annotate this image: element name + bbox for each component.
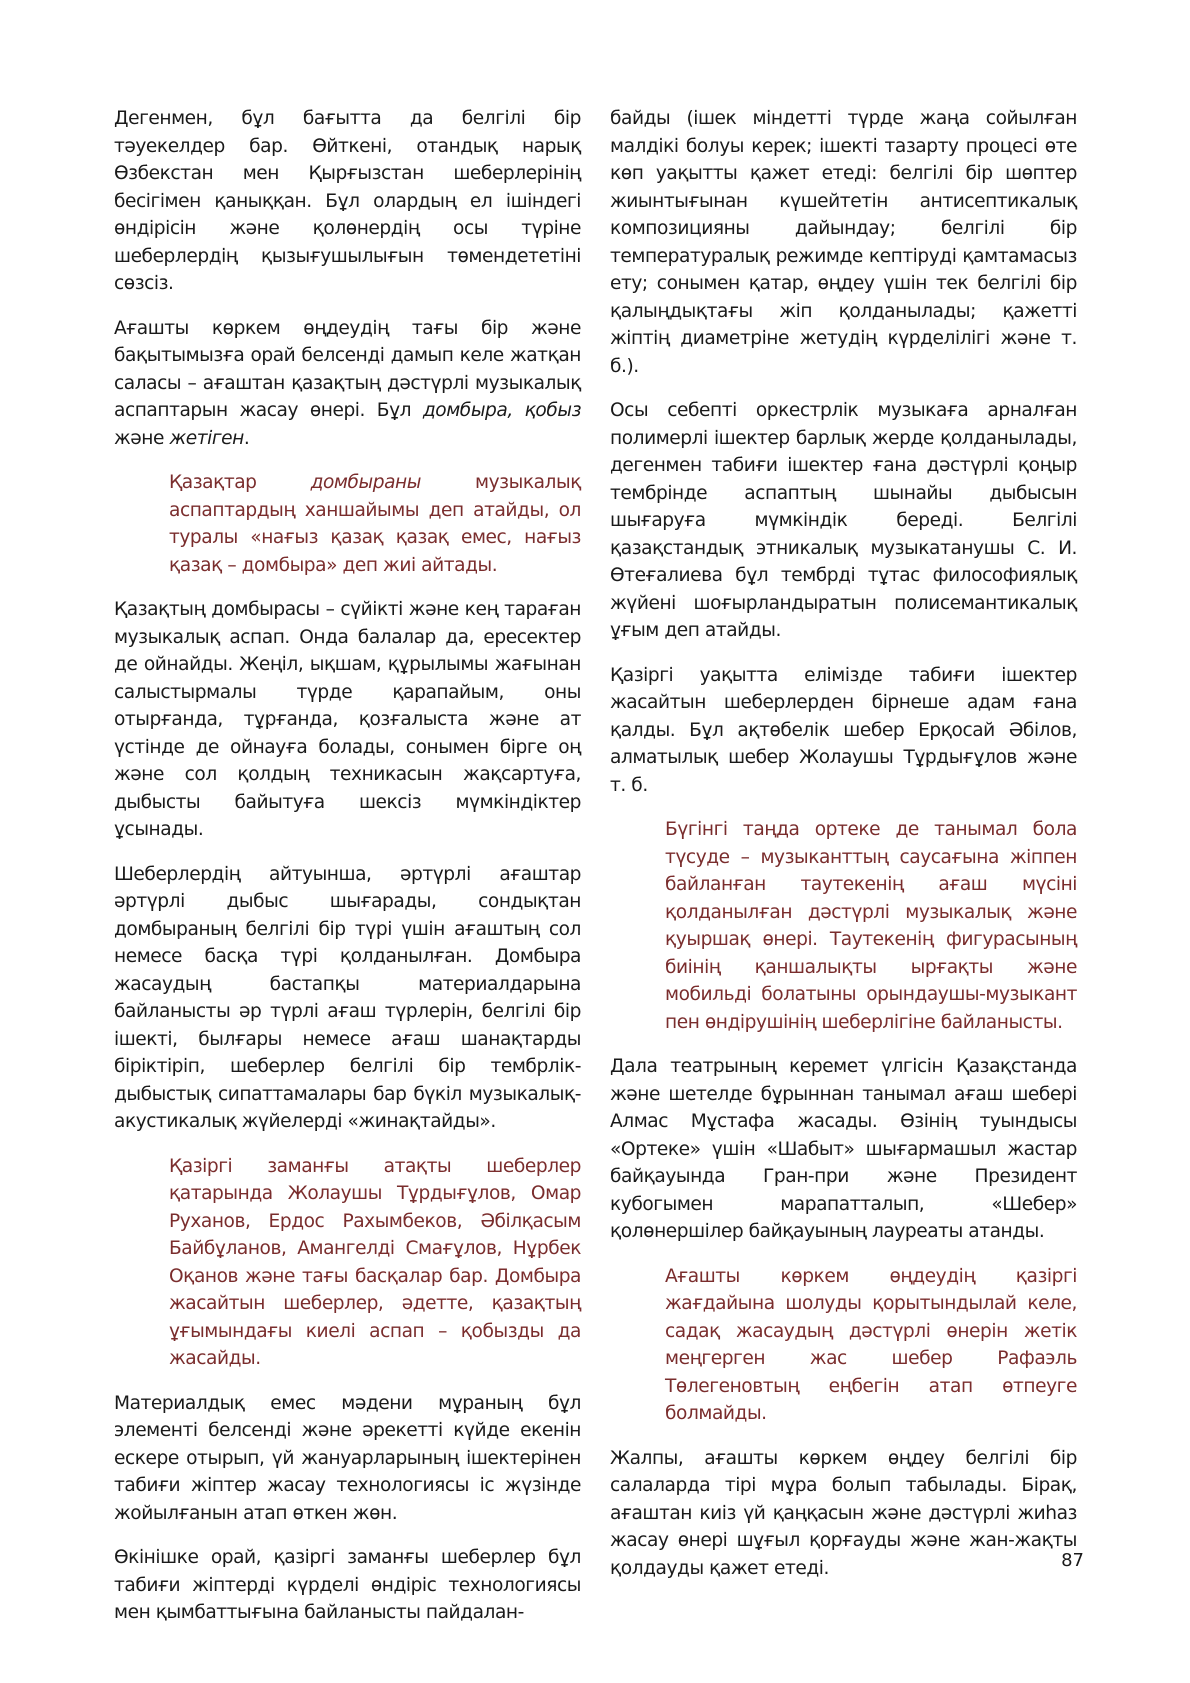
highlight-quote: Ағашты көркем өңдеудің қазіргі жағдайына шолуды қорытындылай келе, садақ жасаудың дәстүрлі өнерін жетік меңгерген жас шебер Рафаэль Төлегеновтың еңбегін атап өтпеуге болмайды.	[665, 1265, 1077, 1424]
quote-text: музыкалық аспаптардың ханшайымы деп атайды, ол туралы «нағыз қазақ қазақ емес, нағыз қазақ – домбыра» деп жиі айтады.	[169, 472, 581, 576]
paragraph: Шеберлердің айтуынша, әртүрлі ағаштар әртүрлі дыбыс шығарады, сондықтан домбыраның белгілі бір түрі үшін ағаштың сол немесе басқа түрі қолданылған. Домбыра жасаудың бастапқы материалдарына байланысты әр түрлі ағаш түрлерін, белгілі бір ішекті, былғары немесе ағаш шанақтарды біріктіріп, шеберлер белгілі бір тембрлік-дыбыстық сипаттамалары бар бүкіл музыкалық-акустикалық жүйелерді «жинақтайды».	[114, 863, 581, 1132]
italic-term: жетіген	[169, 427, 244, 449]
page-number: 87	[1061, 1550, 1084, 1571]
italic-term: домбыраны	[310, 472, 421, 493]
paragraph: Қазіргі уақытта елімізде табиғи ішектер жасайтын шеберлерден бірнеше адам ғана қалды. Бұл ақтөбелік шебер Ерқосай Әбілов, алматылық шебер Жолаушы Тұрдығұлов және т. б.	[610, 664, 1077, 796]
paragraph-text: Ағашты көркем өңдеудің тағы бір және бақытымызға орай белсенді дамып келе жатқан саласы – ағаштан қазақтың дәстүрлі музыкалық аспаптарын жасау өнері. Бұл	[114, 317, 581, 421]
left-column	[114, 105, 581, 1644]
paragraph: Материалдық емес мәдени мұраның бұл элементі белсенді және әрекетті күйде екенін ескере отырып, үй жануарларының ішектерінен табиғи жіптер жасау технологиясы іс жүзінде жойылғанын атап өткен жөн.	[114, 1392, 581, 1524]
italic-term: домбыра, қобыз	[422, 400, 582, 421]
highlight-quote: Бүгінгі таңда ортеке де танымал бола түсуде – музыканттың саусағына жіппен байланған таутекенің ағаш мүсіні қолданылған дәстүрлі музыкалық және қуыршақ өнері. Таутекенің фигурасының биінің қаншалықты ырғақты және мобильді болатыны орындаушы-музыкант пен өндірушінің шеберлігіне байланысты.	[665, 819, 1077, 1033]
paragraph: Жалпы, ағашты көркем өңдеу белгілі бір салаларда тірі мұра болып табылады. Бірақ, ағаштан киіз үй қаңқасын және дәстүрлі жиһаз жасау өнері шұғыл қорғауды және жан-жақты қолдауды қажет етеді.	[610, 1447, 1077, 1579]
right-column	[610, 105, 1077, 1599]
paragraph: Қазақтың домбырасы – сүйікті және кең тараған музыкалық аспап. Онда балалар да, ересектер де ойнайды. Жеңіл, ықшам, құрылымы жағынан салыстырмалы түрде қарапайым, оны отырғанда, тұрғанда, қозғалыста және ат үстінде де ойнауға болады, сонымен бірге оң және сол қолдың техникасын жақсартуға, дыбысты байытуға шексіз мүмкіндіктер ұсынады.	[114, 599, 581, 840]
paragraph-text: .	[243, 427, 250, 449]
paragraph: Дала театрының керемет үлгісін Қазақстанда және шетелде бұрыннан танымал ағаш шебері Алмас Мұстафа жасады. Өзінің туындысы «Ортеке» үшін «Шабыт» шығармашыл жастар байқауында Гран-при және Президент кубогымен марапатталып, «Шебер» қолөнершілер байқауының лауреаты атанды.	[610, 1056, 1077, 1242]
paragraph-text: және	[114, 427, 170, 449]
paragraph	[114, 315, 581, 453]
highlight-quote	[169, 469, 581, 579]
paragraph: Осы себепті оркестрлік музыкаға арналған полимерлі ішектер барлық жерде қолданылады, дегенмен табиғи ішектер ғана дәстүрлі қоңыр тембрінде аспаптың шынайы дыбысын шығаруға мүмкіндік береді. Белгілі қазақстандық этникалық музыкатанушы С. И. Өтеғалиева бұл тембрді тұтас философиялық жүйені шоғырландыратын полисемантикалық ұғым деп атайды.	[610, 400, 1077, 641]
highlight-quote: Қазіргі заманғы атақты шеберлер қатарында Жолаушы Тұрдығұлов, Омар Руханов, Ердос Рахымбеков, Әбілқасым Байбұланов, Амангелді Смағұлов, Нұрбек Оқанов және тағы басқалар бар. Домбыра жасайтын шеберлер, әдетте, қазақтың ұғымындағы киелі аспап – қобызды да жасайды.	[169, 1155, 581, 1369]
quote-text: Қазақтар	[169, 472, 311, 493]
paragraph: байды (ішек міндетті түрде жаңа сойылған малдікі болуы керек; ішекті тазарту процесі өте көп уақытты қажет етеді: белгілі бір шөптер жиынтығынан күшейтетін антисептикалық композицияны дайындау; белгілі бір температуралық режимде кептіруді қамтамасыз ету; сонымен қатар, өңдеу үшін тек белгілі бір қалыңдықтағы жіп қолданылады; қажетті жіптің диаметріне жетудің күрделілігі және т. б.).	[610, 108, 1077, 377]
paragraph: Дегенмен, бұл бағытта да белгілі бір тәуекелдер бар. Өйткені, отандық нарық Өзбекстан мен Қырғызстан шеберлерінің бесігімен қаныққан. Бұл олардың ел ішіндегі өндірісін және қолөнердің осы түріне шеберлердің қызығушылығын төмендететіні сөзсіз.	[114, 108, 581, 294]
paragraph: Өкінішке орай, қазіргі заманғы шеберлер бұл табиғи жіптерді күрделі өндіріс технологиясы мен қымбаттығына байланысты пайдалан-	[114, 1547, 581, 1623]
